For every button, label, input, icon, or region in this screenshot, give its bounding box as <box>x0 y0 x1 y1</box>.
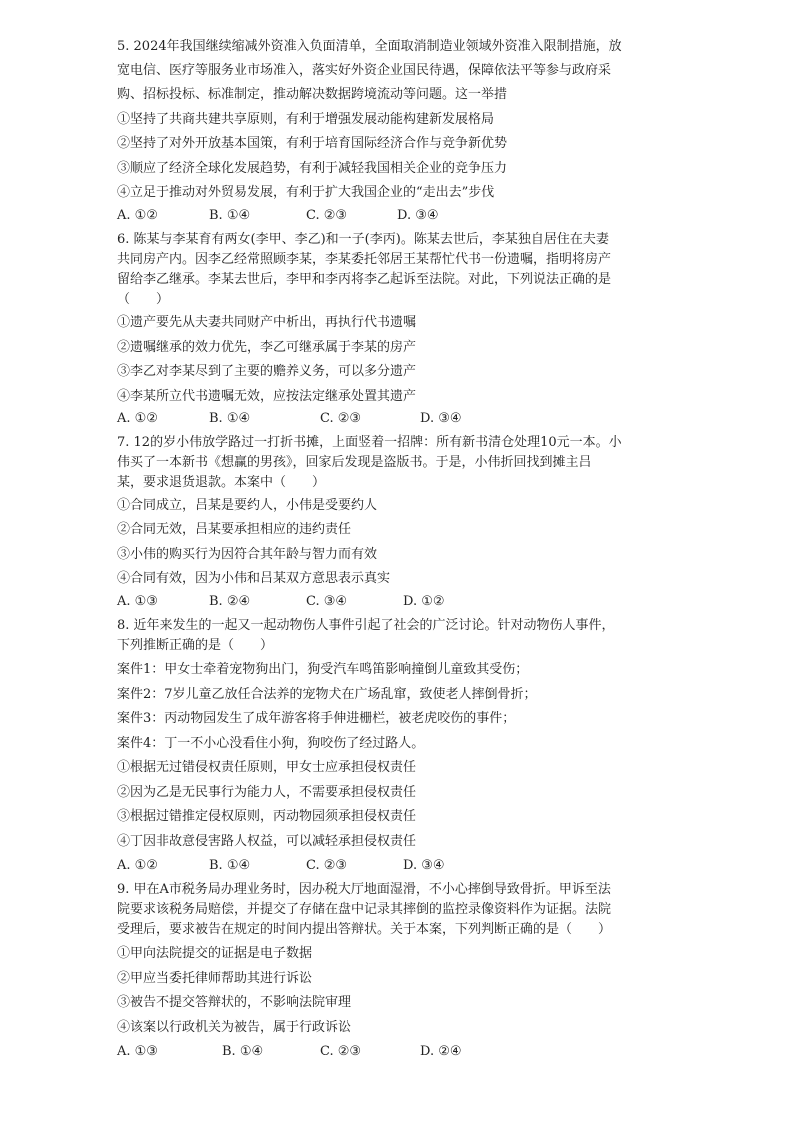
question-5-choice-a: A. ①② <box>117 208 158 223</box>
question-9-item-1: ①甲向法院提交的证据是电子数据 <box>117 946 313 961</box>
question-5-item-2: ②坚持了对外开放基本国策，有利于培育国际经济合作与竞争新优势 <box>117 136 508 151</box>
question-8-item-2: ②因为乙是无民事行为能力人，不需要承担侵权责任 <box>117 785 417 800</box>
question-9-choice-a: A. ①③ <box>117 1044 158 1059</box>
question-8-stem-line-2: 下列推断正确的是（ ） <box>117 638 274 653</box>
question-8-case-2: 案件2：7岁儿童乙放任合法养的宠物犬在广场乱窜，致使老人摔倒骨折； <box>117 687 537 702</box>
question-7-stem-line-2: 伟买了一本新书《想赢的男孩》，回家后发现是盗版书。于是，小伟折回找到摊主吕 <box>117 455 592 470</box>
question-7-choice-c: C. ③④ <box>306 594 348 609</box>
question-7-item-2: ②合同无效，吕某要承担相应的违约责任 <box>117 522 352 537</box>
question-6-stem-line-1: 6. 陈某与李某育有两女(李甲、李乙)和一子(李丙)。陈某去世后，李某独自居住在夫妻 <box>117 232 609 247</box>
question-8-item-1: ①根据无过错侵权责任原则，甲女士应承担侵权责任 <box>117 760 417 775</box>
question-5-choice-c: C. ②③ <box>306 208 348 223</box>
question-7-stem-line-1: 7. 12的岁小伟放学路过一打折书摊，上面竖着一招牌：所有新书清仓处理10元一本。小 <box>117 435 622 450</box>
question-5-item-3: ③顺应了经济全球化发展趋势，有利于减轻我国相关企业的竞争压力 <box>117 161 508 176</box>
question-6-item-4: ④李某所立代书遗嘱无效，应按法定继承处置其遗产 <box>117 389 417 404</box>
question-7-item-3: ③小伟的购买行为因符合其年龄与智力而有效 <box>117 547 378 562</box>
question-5-choice-d: D. ③④ <box>397 208 439 223</box>
question-6-choice-c: C. ②③ <box>320 411 362 426</box>
question-8-case-4: 案件4：丁一不小心没看住小狗，狗咬伤了经过路人。 <box>117 736 425 751</box>
question-9-stem-line-1: 9. 甲在A市税务局办理业务时，因办税大厅地面湿滑，不小心摔倒导致骨折。甲诉至法 <box>117 882 611 897</box>
question-7-choice-a: A. ①③ <box>117 594 158 609</box>
question-5-stem-line-3: 购、招标投标、标准制定，推动解决数据跨境流动等问题。这一举措 <box>117 87 508 102</box>
question-6-item-1: ①遗产要先从夫妻共同财产中析出，再执行代书遗嘱 <box>117 315 417 330</box>
question-7-stem-line-3: 某，要求退货退款。本案中（ ） <box>117 475 326 490</box>
question-6-choice-a: A. ①② <box>117 411 158 426</box>
question-7-choice-b: B. ②④ <box>209 594 251 609</box>
question-6-stem-line-2: 共同房产内。因李乙经常照顾李某，李某委托邻居王某帮忙代书一份遗嘱，指明将房产 <box>117 252 612 267</box>
question-6-stem-line-4: （ ） <box>117 292 170 307</box>
question-8-stem-line-1: 8. 近年来发生的一起又一起动物伤人事件引起了社会的广泛讨论。针对动物伤人事件， <box>117 618 615 633</box>
question-8-case-3: 案件3：丙动物园发生了成年游客将手伸进栅栏，被老虎咬伤的事件； <box>117 711 516 726</box>
question-8-case-1: 案件1：甲女士牵着宠物狗出门，狗受汽车鸣笛影响撞倒儿童致其受伤； <box>117 662 529 677</box>
question-9-item-2: ②甲应当委托律师帮助其进行诉讼 <box>117 971 313 986</box>
question-9-choice-b: B. ①④ <box>222 1044 264 1059</box>
question-5-item-4: ④立足于推动对外贸易发展，有利于扩大我国企业的“走出去”步伐 <box>117 185 495 200</box>
question-9-stem-line-3: 受理后，要求被告在规定的时间内提出答辩状。关于本案，下列判断正确的是（ ） <box>117 922 612 937</box>
question-6-stem-line-3: 留给李乙继承。李某去世后，李甲和李丙将李乙起诉至法院。对此，下列说法正确的是 <box>117 272 612 287</box>
question-9-choice-c: C. ②③ <box>320 1044 362 1059</box>
question-6-choice-d: D. ③④ <box>420 411 462 426</box>
question-7-choice-d: D. ①② <box>403 594 445 609</box>
question-6-item-2: ②遗嘱继承的效力优先，李乙可继承属于李某的房产 <box>117 340 417 355</box>
question-7-item-4: ④合同有效，因为小伟和吕某双方意思表示真实 <box>117 571 391 586</box>
question-8-choice-c: C. ②③ <box>306 858 348 873</box>
question-8-item-4: ④丁因非故意侵害路人权益，可以减轻承担侵权责任 <box>117 834 417 849</box>
question-8-choice-d: D. ③④ <box>403 858 445 873</box>
question-8-choice-b: B. ①④ <box>209 858 251 873</box>
question-9-choice-d: D. ②④ <box>420 1044 462 1059</box>
question-7-item-1: ①合同成立，吕某是要约人，小伟是受要约人 <box>117 498 378 513</box>
question-9-item-3: ③被告不提交答辩状的，不影响法院审理 <box>117 995 352 1010</box>
question-8-item-3: ③根据过错推定侵权原则，丙动物园须承担侵权责任 <box>117 809 417 824</box>
question-5-choice-b: B. ①④ <box>209 208 251 223</box>
question-5-item-1: ①坚持了共商共建共享原则，有利于增强发展动能构建新发展格局 <box>117 112 495 127</box>
question-6-choice-b: B. ①④ <box>209 411 251 426</box>
question-6-item-3: ③李乙对李某尽到了主要的赡养义务，可以多分遗产 <box>117 364 417 379</box>
question-5-stem-line-2: 宽电信、医疗等服务业市场准入，落实好外资企业国民待遇，保障依法平等参与政府采 <box>117 63 612 78</box>
question-5-stem-line-1: 5. 2024年我国继续缩减外资准入负面清单，全面取消制造业领域外资准入限制措施，放 <box>117 39 622 54</box>
question-9-item-4: ④该案以行政机关为被告，属于行政诉讼 <box>117 1020 352 1035</box>
question-8-choice-a: A. ①② <box>117 858 158 873</box>
question-9-stem-line-2: 院要求该税务局赔偿，并提交了存储在盘中记录其摔倒的监控录像资料作为证据。法院 <box>117 902 612 917</box>
